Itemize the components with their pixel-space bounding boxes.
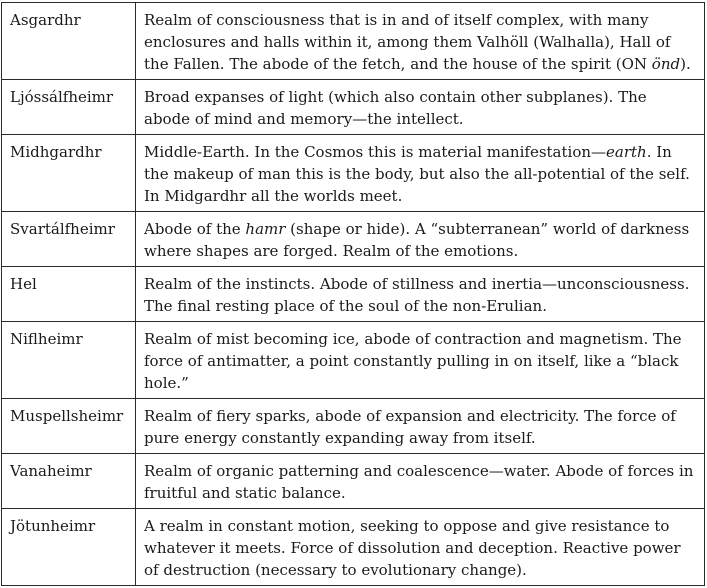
world-description-cell	[136, 212, 705, 267]
world-name-cell	[2, 454, 136, 509]
worlds-table-body	[2, 3, 705, 586]
world-description-cell	[136, 3, 705, 80]
table-row	[2, 212, 705, 267]
world-description: Realm of organic patterning and coalescence—water. Abode of forces in fruitful and static balance.	[144, 462, 694, 502]
italic-term: önd	[651, 55, 681, 73]
table-row	[2, 80, 705, 135]
world-name-cell	[2, 135, 136, 212]
world-description: Middle-Earth. In the Cosmos this is material manifestation—earth. In the makeup of man this is the body, but also the all-potential of the self. In Midgardhr all the worlds meet.	[144, 143, 690, 205]
world-description: A realm in constant motion, seeking to oppose and give resistance to whatever it meets. Force of dissolution and deception. Reactive power of destruction (necessary to evolutionary change).	[144, 517, 681, 579]
world-name-cell	[2, 212, 136, 267]
world-name: Asgardhr	[10, 11, 81, 29]
world-description-cell	[136, 80, 705, 135]
world-description: Broad expanses of light (which also contain other subplanes). The abode of mind and memory—the intellect.	[144, 88, 647, 128]
world-name-cell	[2, 322, 136, 399]
world-description-cell	[136, 454, 705, 509]
world-name-cell	[2, 3, 136, 80]
table-row	[2, 3, 705, 80]
table-row	[2, 135, 705, 212]
world-description-cell	[136, 399, 705, 454]
world-name: Svartálfheimr	[10, 220, 115, 238]
table-row	[2, 509, 705, 586]
world-description-cell	[136, 135, 705, 212]
world-name-cell	[2, 267, 136, 322]
world-description-cell	[136, 509, 705, 586]
table-row	[2, 454, 705, 509]
world-name: Hel	[10, 275, 37, 293]
italic-term: hamr	[245, 220, 286, 238]
italic-term: earth	[606, 143, 647, 161]
world-description-cell	[136, 267, 705, 322]
world-description: Realm of consciousness that is in and of itself complex, with many enclosures and halls within it, among them Valhöll (Walhalla), Hall of the Fallen. The abode of the fetch, and the house of the spirit (ON önd).	[144, 11, 691, 73]
world-name: Niflheimr	[10, 330, 83, 348]
world-name: Midhgardhr	[10, 143, 102, 161]
table-row	[2, 399, 705, 454]
table-row	[2, 267, 705, 322]
world-description: Realm of mist becoming ice, abode of contraction and magnetism. The force of antimatter, a point constantly pulling in on itself, like a “black hole.”	[144, 330, 682, 392]
world-name: Ljóssálfheimr	[10, 88, 114, 106]
world-description: Abode of the hamr (shape or hide). A “subterranean” world of darkness where shapes are forged. Realm of the emotions.	[144, 220, 690, 260]
world-name-cell	[2, 509, 136, 586]
world-description-cell	[136, 322, 705, 399]
world-description: Realm of the instincts. Abode of stillness and inertia—unconsciousness. The final resting place of the soul of the non-Erulian.	[144, 275, 690, 315]
world-name: Muspellsheimr	[10, 407, 124, 425]
world-description: Realm of fiery sparks, abode of expansion and electricity. The force of pure energy constantly expanding away from itself.	[144, 407, 676, 447]
worlds-table	[1, 2, 705, 586]
world-name-cell	[2, 399, 136, 454]
world-name: Jötunheimr	[10, 517, 96, 535]
world-name-cell	[2, 80, 136, 135]
table-row	[2, 322, 705, 399]
world-name: Vanaheimr	[10, 462, 92, 480]
